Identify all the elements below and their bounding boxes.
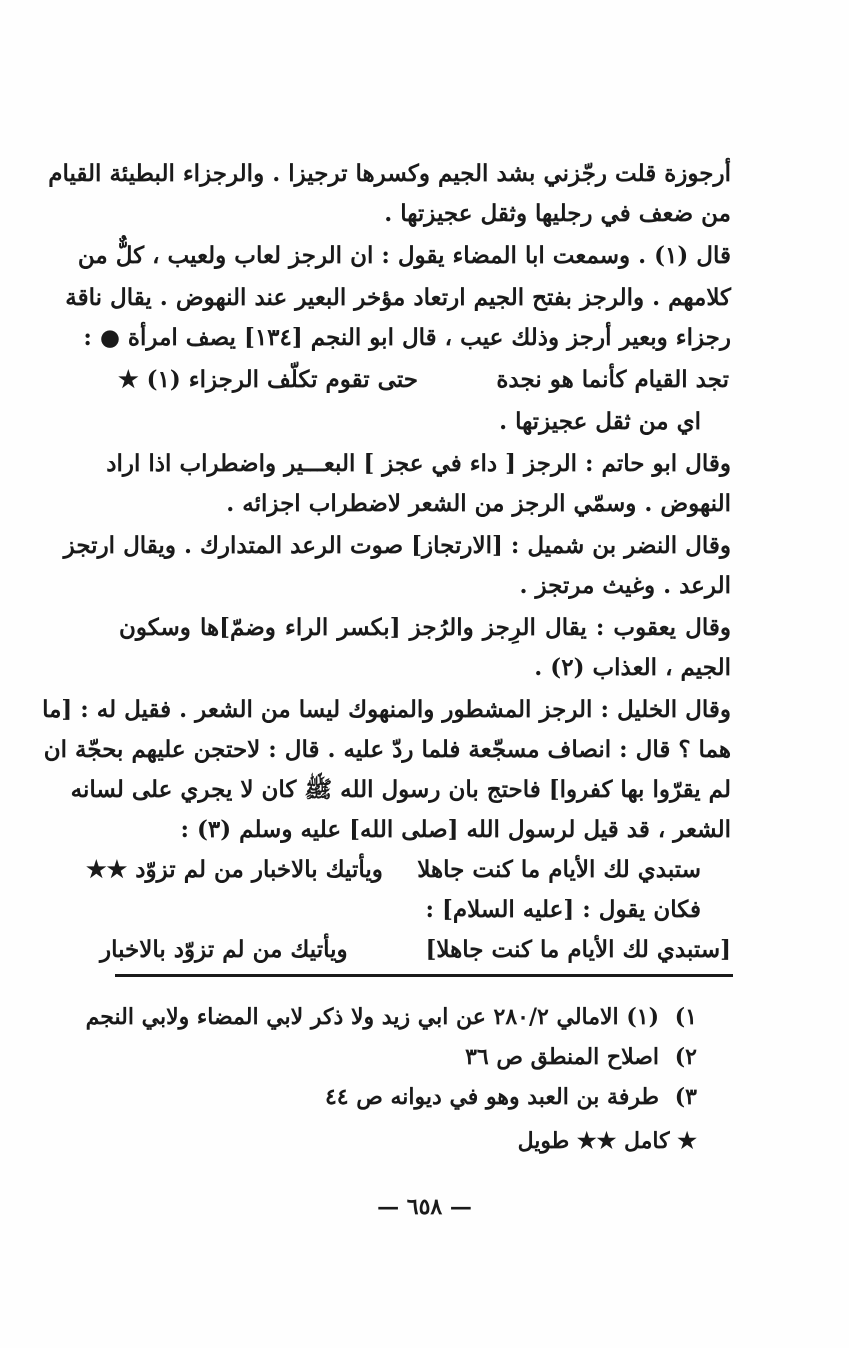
- meter-note: ★ كامل ★★ طويل: [517, 1128, 697, 1154]
- text-line-5: رجزاء وبعير أرجز وذلك عيب ، قال ابو النجم [١٣٤] يصف امرأة ● :: [83, 324, 731, 351]
- verse-2-first-hemistich: ستبدي لك الأيام ما كنت جاهلا: [417, 856, 701, 883]
- verse-3-first-hemistich: [ستبدي لك الأيام ما كنت جاهلا]: [425, 936, 731, 963]
- footnote-separator: [115, 974, 733, 977]
- text-line-7: وقال ابو حاتم : الرجز [ داء في عجز ] البعـــير واضطراب اذا اراد: [106, 450, 731, 477]
- footnote-3-number: ٣): [674, 1084, 697, 1110]
- text-line-2: من ضعف في رجليها وثقل عجيزتها .: [384, 200, 731, 227]
- text-line-12: الجيم ، العذاب (٢) .: [534, 654, 731, 681]
- verse-1-first-hemistich: تجد القيام كأنما هو نجدة: [496, 366, 729, 393]
- text-line-10: الرعد . وغيث مرتجز .: [519, 572, 731, 599]
- footnote-1-number: ١): [674, 1004, 697, 1030]
- text-line-17: فكان يقول : [عليه السلام] :: [425, 896, 701, 923]
- verse-2-second-hemistich: ويأتيك بالاخبار من لم تزوّد ★★: [86, 856, 383, 883]
- footnote-3-text: طرفة بن العبد وهو في ديوانه ص ٤٤: [324, 1084, 659, 1110]
- verse-1-second-hemistich: حتى تقوم تكلّف الرجزاء (١) ★: [118, 366, 419, 393]
- page-number: — ٦٥٨ —: [377, 1194, 472, 1220]
- footnote-1-text: (١) الامالي ٢٨٠/٢ عن ابي زيد ولا ذكر لابي المضاء ولابي النجم: [85, 1004, 659, 1030]
- text-line-6: اي من ثقل عجيزتها .: [499, 408, 701, 435]
- footnote-2-text: اصلاح المنطق ص ٣٦: [465, 1044, 659, 1070]
- text-line-15: لم يقرّوا بها كفروا] فاحتج بان رسول الله ﷺ كان لا يجري على لسانه: [70, 776, 731, 803]
- text-line-3: قال (١) . وسمعت ابا المضاء يقول : ان الرجز لعاب ولعيب ، كلٌّ من: [77, 242, 731, 269]
- verse-3-second-hemistich: ويأتيك من لم تزوّد بالاخبار: [100, 936, 348, 963]
- text-line-4: كلامهم . والرجز بفتح الجيم ارتعاد مؤخر البعير عند النهوض . يقال ناقة: [65, 284, 731, 311]
- footnote-2-number: ٢): [674, 1044, 697, 1070]
- text-line-11: وقال يعقوب : يقال الرِجز والرُجز [بكسر الراء وضمّ]ها وسكون: [119, 614, 731, 641]
- text-line-13: وقال الخليل : الرجز المشطور والمنهوك ليسا من الشعر . فقيل له : [ما: [42, 696, 731, 723]
- text-line-1: أرجوزة قلت رجّزني بشد الجيم وكسرها ترجيزا . والرجزاء البطيئة القيام: [48, 160, 731, 187]
- text-line-14: هما ؟ قال : انصاف مسجّعة فلما ردّ عليه . قال : لاحتجن عليهم بحجّة ان: [43, 736, 731, 763]
- text-line-9: وقال النضر بن شميل : [الارتجاز] صوت الرعد المتدارك . ويقال ارتجز: [63, 532, 731, 559]
- text-line-8: النهوض . وسمّي الرجز من الشعر لاضطراب اجزائه .: [226, 490, 731, 517]
- text-line-16: الشعر ، قد قيل لرسول الله [صلى الله] عليه وسلم (٣) :: [180, 816, 731, 843]
